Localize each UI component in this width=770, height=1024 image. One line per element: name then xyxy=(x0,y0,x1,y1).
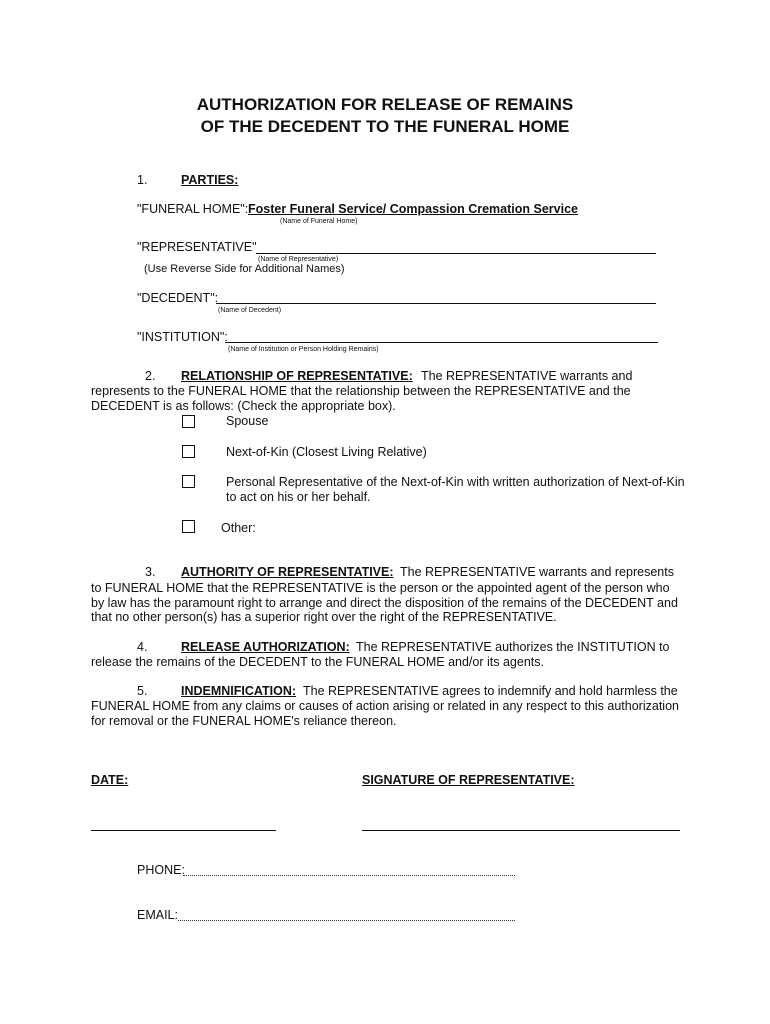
section-5-heading: INDEMNIFICATION: xyxy=(181,684,297,698)
section-1-heading: PARTIES: xyxy=(181,173,239,187)
section-3-line2: to FUNERAL HOME that the REPRESENTATIVE is the person or the appointed agent of the person who xyxy=(91,581,670,595)
section-4-number: 4. xyxy=(137,640,148,654)
section-2-number: 2. xyxy=(145,369,156,383)
section-2-heading: RELATIONSHIP OF REPRESENTATIVE: xyxy=(181,369,413,383)
section-3-line1: The REPRESENTATIVE warrants and represents xyxy=(400,565,674,579)
date-line[interactable] xyxy=(91,830,276,831)
decedent-name-line[interactable] xyxy=(216,303,656,304)
section-3-heading: AUTHORITY OF REPRESENTATIVE: xyxy=(181,565,394,579)
document-title-line1: AUTHORIZATION FOR RELEASE OF REMAINS xyxy=(196,95,574,114)
representative-name-line[interactable] xyxy=(256,253,656,254)
phone-line[interactable] xyxy=(183,875,515,876)
decedent-label: "DECEDENT": xyxy=(137,291,219,305)
section-2-line1: The REPRESENTATIVE warrants and xyxy=(421,369,633,383)
personal-representative-checkbox[interactable] xyxy=(182,475,195,488)
email-label: EMAIL: xyxy=(137,908,178,922)
next-of-kin-option-label: Next-of-Kin (Closest Living Relative) xyxy=(226,445,427,459)
date-label: DATE: xyxy=(91,773,129,787)
section-3-line3: by law has the paramount right to arrange and direct the disposition of the remains of the DECEDENT and xyxy=(91,596,678,610)
signature-line[interactable] xyxy=(362,830,680,831)
personal-representative-option-label-cont: to act on his or her behalf. xyxy=(226,490,371,504)
signature-label: SIGNATURE OF REPRESENTATIVE: xyxy=(362,773,575,787)
section-4-line2: release the remains of the DECEDENT to the FUNERAL HOME and/or its agents. xyxy=(91,655,544,669)
other-checkbox[interactable] xyxy=(182,520,195,533)
section-5-line3: for removal or the FUNERAL HOME's reliance thereon. xyxy=(91,714,397,728)
section-5-line2: FUNERAL HOME from any claims or causes of action arising or related in any respect to this authorization xyxy=(91,699,679,713)
institution-label: "INSTITUTION": xyxy=(137,330,228,344)
section-1-number: 1. xyxy=(137,173,148,187)
decedent-caption: (Name of Decedent) xyxy=(218,307,282,314)
phone-label: PHONE: xyxy=(137,863,185,877)
funeral-home-caption: (Name of Funeral Home) xyxy=(280,218,358,225)
section-2-line3: DECEDENT is as follows: (Check the appropriate box). xyxy=(91,399,396,413)
section-3-line4: that no other person(s) has a superior right over the right of the REPRESENTATIVE. xyxy=(91,610,557,624)
section-4-line1: The REPRESENTATIVE authorizes the INSTITUTION to xyxy=(356,640,670,654)
other-option-label: Other: xyxy=(221,521,256,535)
section-5-number: 5. xyxy=(137,684,148,698)
institution-name-line[interactable] xyxy=(225,342,658,343)
representative-caption: (Name of Representative) xyxy=(258,256,339,263)
spouse-option-label: Spouse xyxy=(226,414,269,428)
email-line[interactable] xyxy=(178,920,515,921)
spouse-checkbox[interactable] xyxy=(182,415,195,428)
next-of-kin-checkbox[interactable] xyxy=(182,445,195,458)
section-4-heading: RELEASE AUTHORIZATION: xyxy=(181,640,350,654)
representative-note: (Use Reverse Side for Additional Names) xyxy=(144,263,345,275)
institution-caption: (Name of Institution or Person Holding Remains) xyxy=(228,346,379,353)
document-title-line2: OF THE DECEDENT TO THE FUNERAL HOME xyxy=(200,117,570,136)
personal-representative-option-label: Personal Representative of the Next-of-Kin with written authorization of Next-of-Kin xyxy=(226,475,685,489)
section-2-line2: represents to the FUNERAL HOME that the relationship between the REPRESENTATIVE and the xyxy=(91,384,631,398)
funeral-home-value: Foster Funeral Service/ Compassion Cremation Service xyxy=(248,202,578,216)
section-5-line1: The REPRESENTATIVE agrees to indemnify and hold harmless the xyxy=(303,684,678,698)
funeral-home-label: "FUNERAL HOME": xyxy=(137,202,249,216)
representative-label: "REPRESENTATIVE" xyxy=(137,240,257,254)
section-3-number: 3. xyxy=(145,565,156,579)
